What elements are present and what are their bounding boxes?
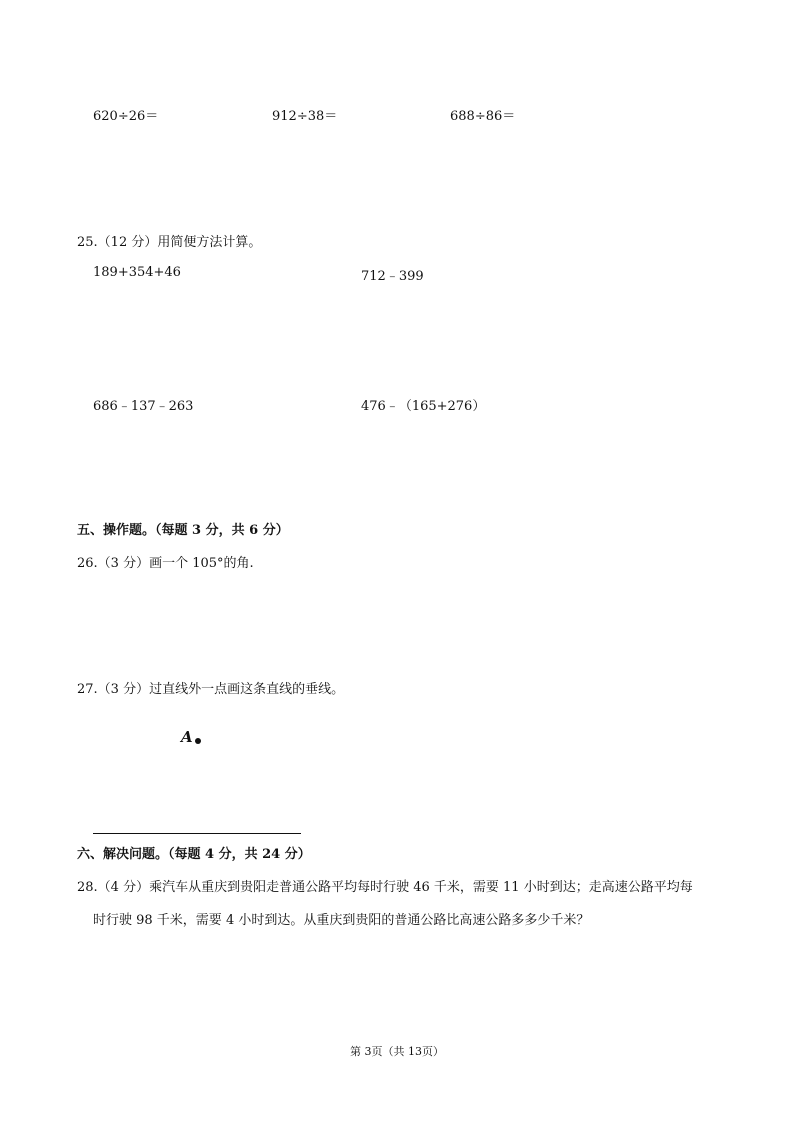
division-problem: 620÷26＝	[93, 109, 159, 124]
question-28-line-2: 时行驶 98 千米，需要 4 小时到达。从重庆到贵阳的普通公路比高速公路多多少千米？	[93, 913, 590, 928]
reference-line	[93, 833, 301, 834]
expression: 189+354+46	[93, 265, 181, 280]
expression: 686﹣137﹣263	[93, 399, 194, 414]
page-footer: 第 3页（共 13页）	[350, 1045, 444, 1058]
question-27-title: 27.（3 分）过直线外一点画这条直线的垂线。	[77, 682, 345, 697]
point-a-dot	[195, 738, 201, 744]
section-6-heading: 六、解决问题。（每题 4 分，共 24 分）	[77, 847, 311, 862]
section-5-heading: 五、操作题。（每题 3 分，共 6 分）	[77, 523, 289, 538]
question-28-line-1: 28.（4 分）乘汽车从重庆到贵阳走普通公路平均每时行驶 46 千米，需要 11 小时到达；走高速公路平均每	[77, 880, 693, 895]
question-26-title: 26.（3 分）画一个 105°的角.	[77, 556, 254, 571]
expression: 712﹣399	[361, 269, 424, 284]
expression: 476﹣（165+276）	[361, 399, 486, 414]
question-25-title: 25.（12 分）用简便方法计算。	[77, 235, 262, 250]
point-a-label: A	[181, 728, 193, 746]
division-problem: 912÷38＝	[272, 109, 338, 124]
division-problem: 688÷86＝	[450, 109, 516, 124]
